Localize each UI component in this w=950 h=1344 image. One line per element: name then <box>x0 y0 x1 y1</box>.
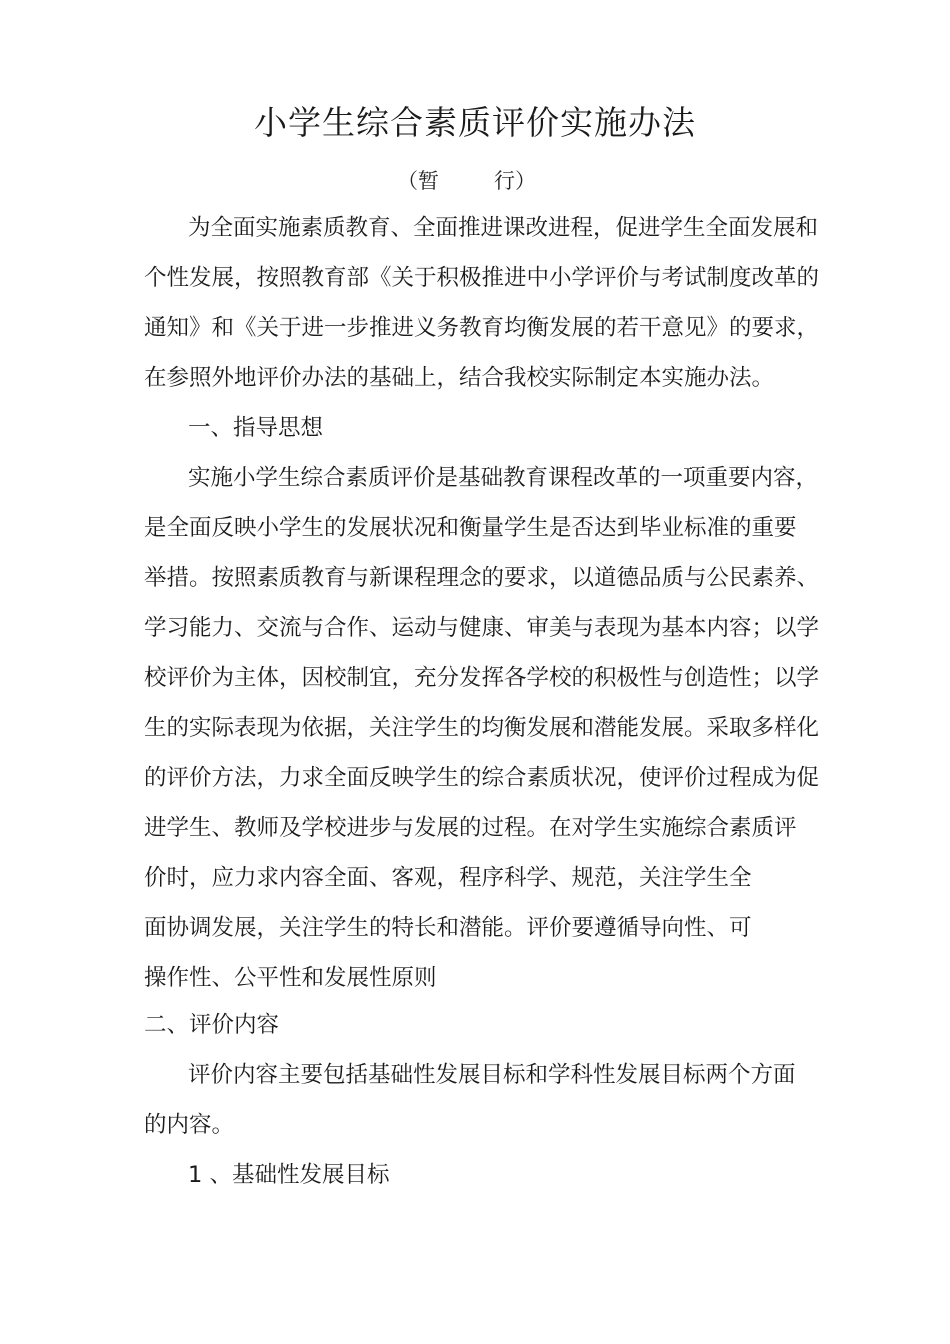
document-subtitle <box>0 166 950 196</box>
section-heading-guiding-thought: 一、指导思想 <box>188 415 324 441</box>
intro-paragraph <box>144 203 824 403</box>
subtitle-close: 行） <box>494 169 536 193</box>
paragraph-line: 个性发展，按照教育部《关于积极推进中小学评价与考试制度改革的 <box>144 265 820 291</box>
paragraph-line: 评价内容主要包括基础性发展目标和学科性发展目标两个方面 <box>188 1062 796 1088</box>
subtitle-open: （暂 <box>397 169 439 193</box>
paragraph-line: 举措。按照素质教育与新课程理念的要求，以道德品质与公民素养、 <box>144 565 820 591</box>
evaluation-content-paragraph <box>144 1050 824 1150</box>
paragraph-line: 通知》和《关于进一步推进义务教育均衡发展的若干意见》的要求， <box>144 315 820 341</box>
paragraph-line: 价时，应力求内容全面、客观，程序科学、规范，关注学生全 <box>144 865 752 891</box>
paragraph-line: 面协调发展，关注学生的特长和潜能。评价要遵循导向性、可 <box>144 915 752 941</box>
paragraph-line: 实施小学生综合素质评价是基础教育课程改革的一项重要内容， <box>188 465 819 491</box>
guiding-thought-paragraph <box>144 453 824 1003</box>
section-heading-evaluation-content: 二、评价内容 <box>144 1012 280 1038</box>
paragraph-line: 在参照外地评价办法的基础上，结合我校实际制定本实施办法。 <box>144 365 775 391</box>
paragraph-line: 为全面实施素质教育、全面推进课改进程，促进学生全面发展和 <box>188 215 819 241</box>
paragraph-line: 的评价方法，力求全面反映学生的综合素质状况，使评价过程成为促 <box>144 765 820 791</box>
paragraph-line: 校评价为主体，因校制宜，充分发挥各学校的积极性与创造性；以学 <box>144 665 820 691</box>
paragraph-line: 操作性、公平性和发展性原则 <box>144 965 437 991</box>
subsection-heading-basic-goals: 1 、基础性发展目标 <box>188 1162 390 1188</box>
paragraph-line: 进学生、教师及学校进步与发展的过程。在对学生实施综合素质评 <box>144 815 797 841</box>
paragraph-line: 学习能力、交流与合作、运动与健康、审美与表现为基本内容；以学 <box>144 615 820 641</box>
paragraph-line: 是全面反映小学生的发展状况和衡量学生是否达到毕业标准的重要 <box>144 515 797 541</box>
document-title: 小学生综合素质评价实施办法 <box>254 103 696 142</box>
paragraph-line: 生的实际表现为依据，关注学生的均衡发展和潜能发展。采取多样化 <box>144 715 820 741</box>
paragraph-line: 的内容。 <box>144 1112 235 1138</box>
